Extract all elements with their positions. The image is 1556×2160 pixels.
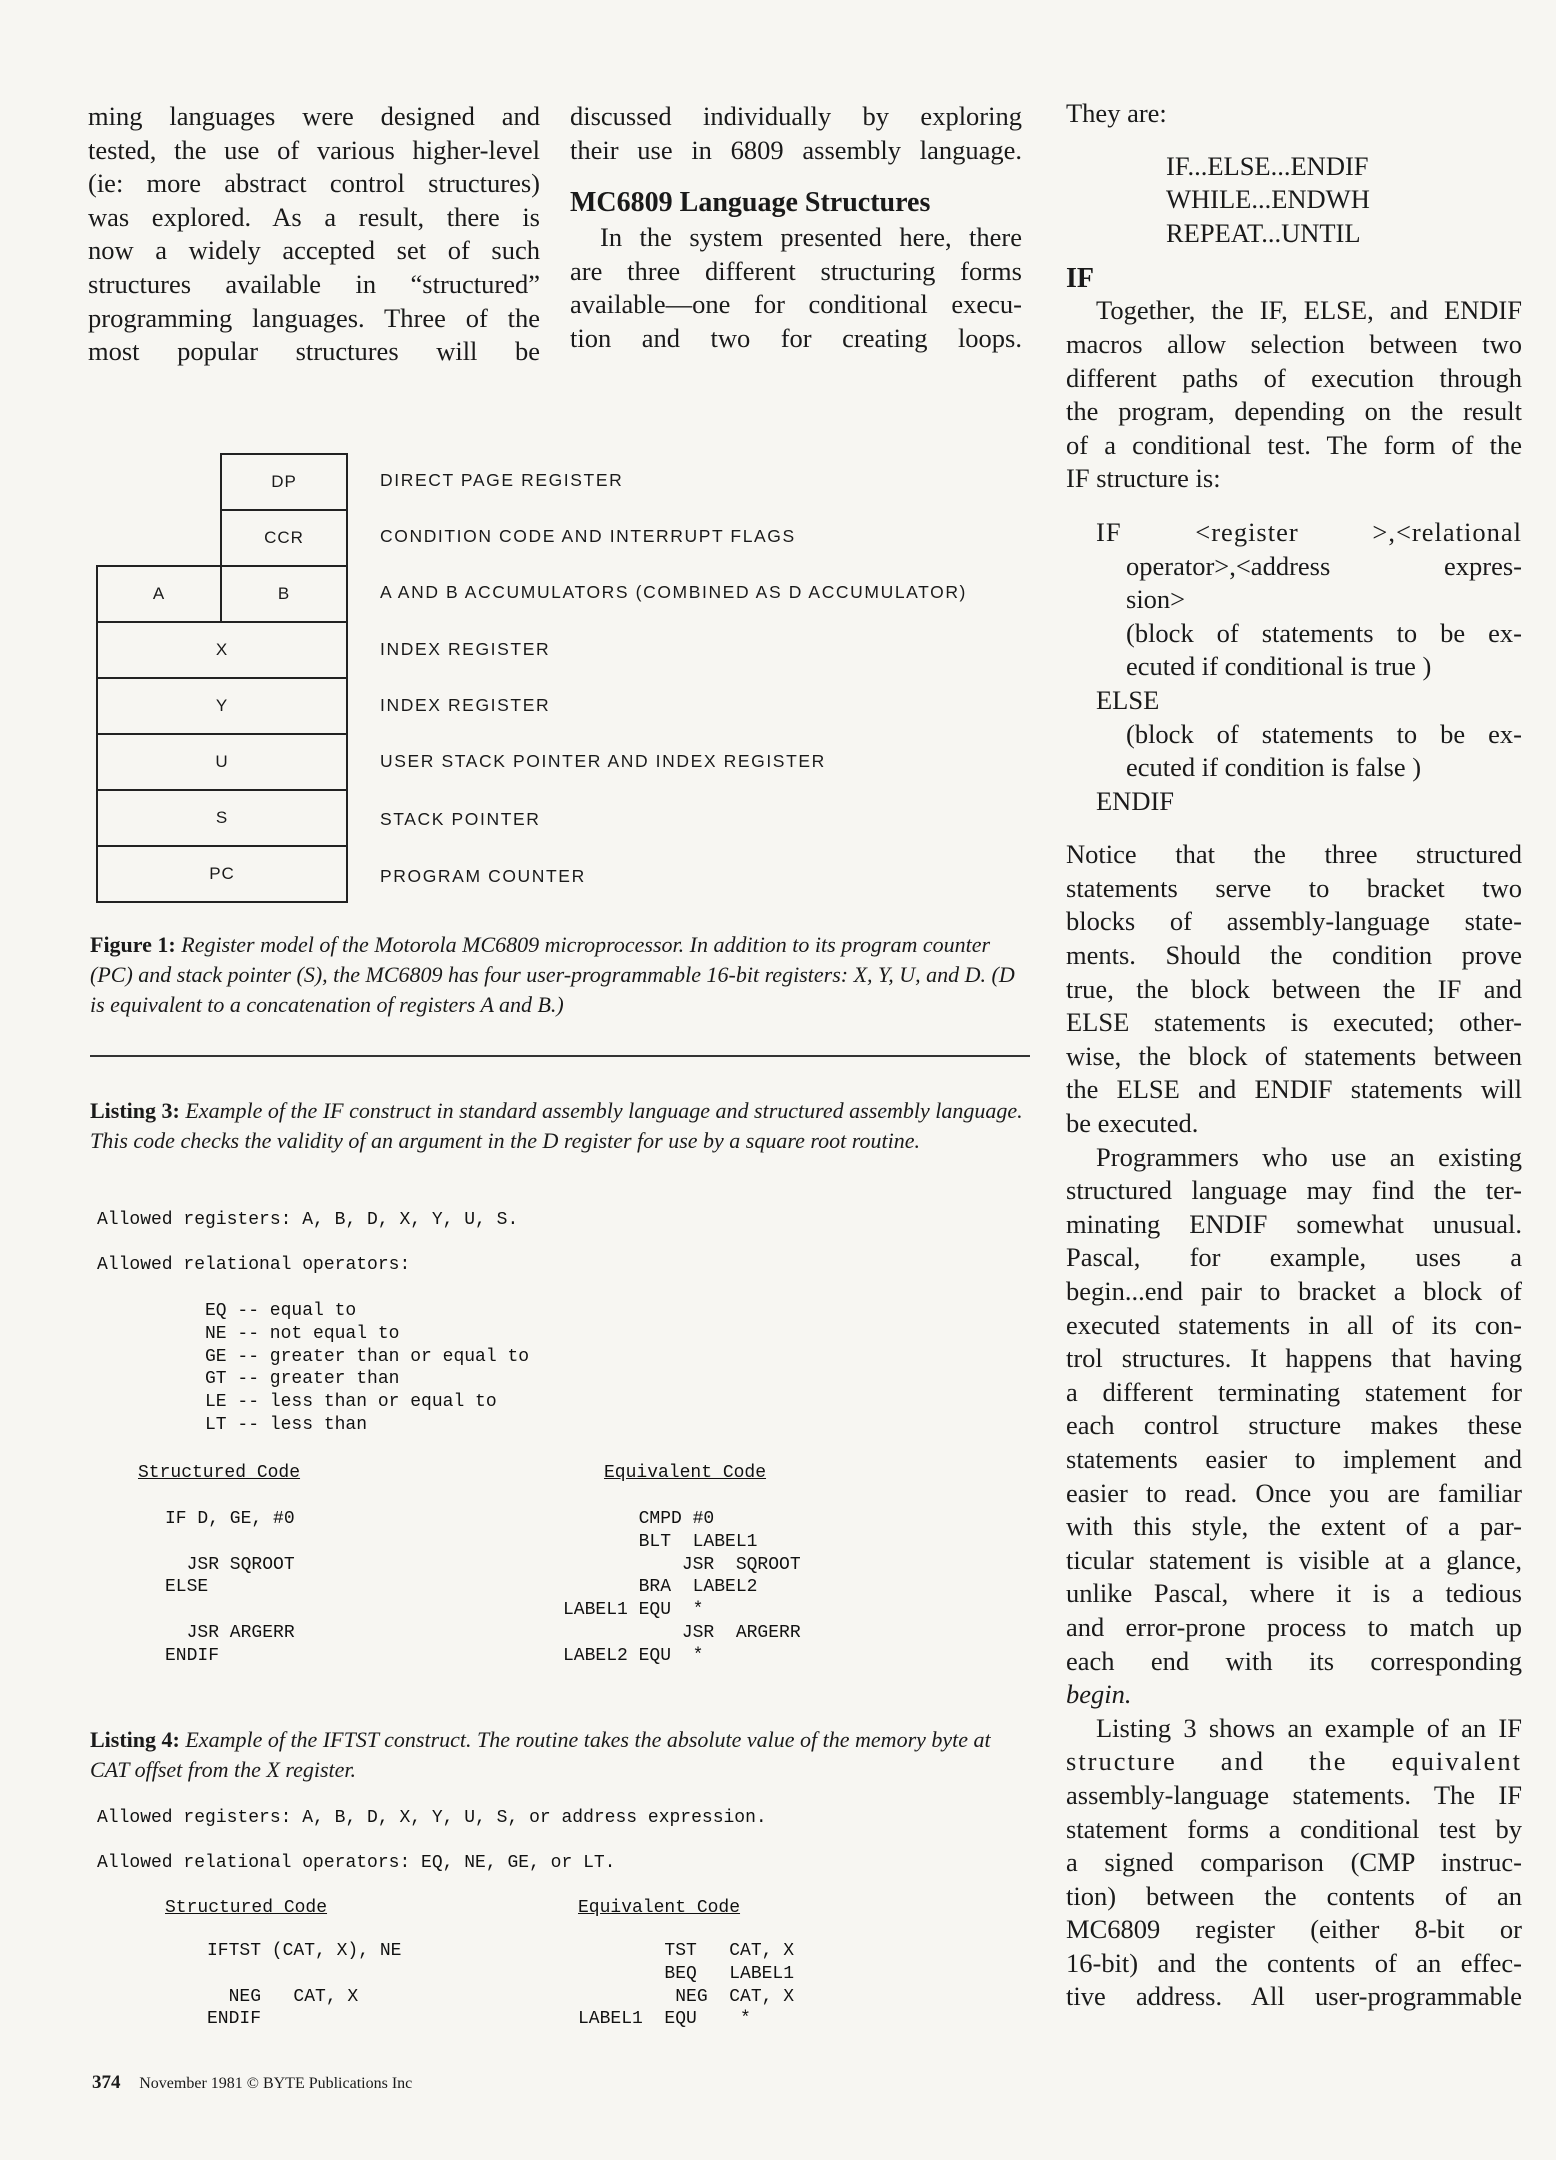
column-3-text xyxy=(1066,97,1522,2014)
text-line: (ie: more abstract control structures) xyxy=(88,168,540,199)
listing-3-label: Listing 3: xyxy=(90,1098,180,1123)
text-line: statements serve to bracket two xyxy=(1066,872,1522,903)
listing-4-caption xyxy=(90,1725,1030,1785)
listing-4-caption-text: Example of the IFTST construct. The routine takes the absolute value of the memory byte at CAT offset from the X register. xyxy=(90,1727,991,1782)
section-heading: MC6809 Language Structures xyxy=(570,187,931,219)
listing-3-equivalent-code: CMPD #0 BLT LABEL1 JSR SQROOT BRA LABEL2 LABEL1 EQU * JSR ARGERR LABEL2 EQU * xyxy=(563,1509,801,1666)
text-line: easier to read. Once you are familiar xyxy=(1066,1477,1522,1508)
listing-3-operator-list: EQ -- equal to NE -- not equal to GE -- greater than or equal to GT -- greater than LE -- less than or equal to LT -- less than xyxy=(205,1301,530,1435)
form-line: operator>,<address expres- xyxy=(1126,550,1522,581)
form-line: (block of statements to be ex- xyxy=(1126,617,1522,648)
listing-4-structured-code: IFTST (CAT, X), NE NEG CAT, X ENDIF xyxy=(207,1941,402,2030)
listing-3-allowed-registers: Allowed registers: A, B, D, X, Y, U, S. xyxy=(97,1210,519,1230)
text-line: Pascal, for example, uses a xyxy=(1066,1242,1522,1273)
text-line: wise, the block of statements between xyxy=(1066,1040,1522,1071)
figure-caption-label: Figure 1: xyxy=(90,932,176,957)
register-u: U xyxy=(96,733,348,791)
text-line: be executed. xyxy=(1066,1108,1199,1139)
register-dp: DP xyxy=(220,453,348,511)
text-line: Together, the IF, ELSE, and ENDIF xyxy=(1096,295,1522,326)
listing-4-equivalent-title: Equivalent Code xyxy=(578,1898,741,1918)
form-line: (block of statements to be ex- xyxy=(1126,718,1522,749)
page-number: 374 xyxy=(92,2072,121,2093)
text-line: blocks of assembly-language state- xyxy=(1066,906,1522,937)
footer-credit: November 1981 © BYTE Publications Inc xyxy=(139,2075,413,2092)
text-line: was explored. As a result, there is xyxy=(88,201,540,232)
text-line: a signed comparison (CMP instruc- xyxy=(1066,1847,1522,1878)
text-line: structure and the equivalent xyxy=(1066,1746,1522,1777)
listing-3-equivalent-title: Equivalent Code xyxy=(604,1463,767,1483)
text-line: statement forms a conditional test by xyxy=(1066,1813,1522,1844)
listing-3-allowed-operators: Allowed relational operators: xyxy=(97,1255,411,1275)
text-line: tion) between the contents of an xyxy=(1066,1880,1522,1911)
figure-divider xyxy=(90,1055,1030,1057)
text-line: unlike Pascal, where it is a tedious xyxy=(1066,1578,1522,1609)
text-line: MC6809 register (either 8-bit or xyxy=(1066,1914,1522,1945)
text-line: discussed individually by exploring xyxy=(570,101,1022,131)
text-line: ments. Should the condition prove xyxy=(1066,940,1522,971)
text-line: and error-prone process to match up xyxy=(1066,1611,1522,1642)
register-pc: PC xyxy=(96,845,348,903)
register-label-dp: DIRECT PAGE REGISTER xyxy=(380,470,624,490)
text-line: the program, depending on the result xyxy=(1066,396,1522,427)
register-label-s: STACK POINTER xyxy=(380,809,541,829)
register-label-pc: PROGRAM COUNTER xyxy=(380,866,586,886)
text-line: structured language may find the ter- xyxy=(1066,1175,1522,1206)
text-line: available—one for conditional execu- xyxy=(570,289,1022,320)
text-line: ELSE statements is executed; other- xyxy=(1066,1007,1522,1038)
column-1-text xyxy=(88,100,540,369)
text-line: Programmers who use an existing xyxy=(1096,1141,1522,1172)
text-line: most popular structures will be xyxy=(88,336,540,367)
text-line: macros allow selection between two xyxy=(1066,328,1522,359)
text-line: each end with its corresponding xyxy=(1066,1645,1522,1676)
text-line: tive address. All user-programmable xyxy=(1066,1981,1522,2012)
register-label-ccr: CONDITION CODE AND INTERRUPT FLAGS xyxy=(380,526,796,546)
text-line: tion and two for creating loops. xyxy=(570,322,1022,353)
text-line: of a conditional test. The form of the xyxy=(1066,429,1522,460)
listing-4-equivalent-code: TST CAT, X BEQ LABEL1 NEG CAT, X LABEL1 EQU * xyxy=(578,1941,795,2030)
form-line: ELSE xyxy=(1096,684,1160,715)
text-line: each control structure makes these xyxy=(1066,1410,1522,1441)
form-line: sion> xyxy=(1126,584,1186,615)
register-label-y: INDEX REGISTER xyxy=(380,695,551,715)
text-line: now a widely accepted set of such xyxy=(88,235,540,266)
text-line: a different terminating statement for xyxy=(1066,1376,1522,1407)
register-label-x: INDEX REGISTER xyxy=(380,639,551,659)
figure-1-caption xyxy=(90,930,1030,1020)
listing-3-structured-title: Structured Code xyxy=(138,1463,301,1483)
structure-item: REPEAT...UNTIL xyxy=(1166,217,1361,248)
form-line: ecuted if condition is false ) xyxy=(1126,752,1422,783)
listing-4-label: Listing 4: xyxy=(90,1727,180,1752)
text-line: begin. xyxy=(1066,1679,1132,1710)
text-line: the ELSE and ENDIF statements will xyxy=(1066,1074,1522,1105)
form-line: ecuted if conditional is true ) xyxy=(1126,651,1432,682)
form-line: IF <register >,<relational xyxy=(1096,516,1522,547)
structure-item: IF...ELSE...ENDIF xyxy=(1166,150,1369,181)
text-line: In the system presented here, there xyxy=(600,222,1022,253)
text-line: assembly-language statements. The IF xyxy=(1066,1779,1522,1810)
text-line: Listing 3 shows an example of an IF xyxy=(1096,1712,1522,1743)
text-line: 16-bit) and the contents of an effec- xyxy=(1066,1947,1522,1978)
column-2-text xyxy=(570,100,1022,356)
page-footer xyxy=(92,2072,412,2094)
text-line: ming languages were designed and xyxy=(88,101,540,131)
text-line: true, the block between the IF and xyxy=(1066,973,1522,1004)
text-line: are three different structuring forms xyxy=(570,255,1022,286)
text-line: begin...end pair to bracket a block of xyxy=(1066,1276,1522,1306)
listing-3-structured-code: IF D, GE, #0 JSR SQROOT ELSE JSR ARGERR ENDIF xyxy=(165,1509,295,1666)
register-x: X xyxy=(96,621,348,679)
text-line: trol structures. It happens that having xyxy=(1066,1343,1522,1374)
text-line: with this style, the extent of a par- xyxy=(1066,1511,1522,1542)
text-line: ticular statement is visible at a glance, xyxy=(1066,1544,1522,1575)
text-line: their use in 6809 assembly language. xyxy=(570,134,1022,165)
text-line: structures available in “structured” xyxy=(88,268,540,299)
they-are-line: They are: xyxy=(1066,98,1167,128)
register-s: S xyxy=(96,789,348,847)
text-line: executed statements in all of its con- xyxy=(1066,1309,1522,1340)
listing-3-caption-text: Example of the IF construct in standard assembly language and structured assembly language. This code checks the validity of an argument in the D register for use by a square root routine. xyxy=(90,1098,1023,1153)
listing-4-allowed-registers: Allowed registers: A, B, D, X, Y, U, S, or address expression. xyxy=(97,1808,767,1828)
text-line: minating ENDIF somewhat unusual. xyxy=(1066,1208,1522,1239)
text-line: different paths of execution through xyxy=(1066,362,1522,393)
listing-4-structured-title: Structured Code xyxy=(165,1898,328,1918)
register-label-ab: A AND B ACCUMULATORS (COMBINED AS D ACCUMULATOR) xyxy=(380,582,967,602)
figure-caption-text: Register model of the Motorola MC6809 microprocessor. In addition to its program counter (PC) and stack pointer (S), the MC6809 has four user-programmable 16-bit registers: X, Y, U, and D. (D is equivalent to a concatenation of registers A and B.) xyxy=(90,932,1015,1017)
register-label-u: USER STACK POINTER AND INDEX REGISTER xyxy=(380,751,826,771)
register-b: B xyxy=(220,565,348,623)
listing-3-caption xyxy=(90,1096,1030,1156)
if-heading: IF xyxy=(1066,263,1094,295)
text-line: programming languages. Three of the xyxy=(88,302,540,333)
text-line: IF structure is: xyxy=(1066,463,1221,494)
text-line: tested, the use of various higher-level xyxy=(88,134,540,165)
register-y: Y xyxy=(96,677,348,735)
form-line: ENDIF xyxy=(1096,785,1175,816)
listing-4-allowed-operators: Allowed relational operators: EQ, NE, GE, or LT. xyxy=(97,1853,616,1873)
text-line: statements easier to implement and xyxy=(1066,1443,1522,1474)
structure-item: WHILE...ENDWH xyxy=(1166,184,1370,215)
register-ccr: CCR xyxy=(220,509,348,567)
text-line: Notice that the three structured xyxy=(1066,839,1522,870)
register-a: A xyxy=(96,565,222,623)
